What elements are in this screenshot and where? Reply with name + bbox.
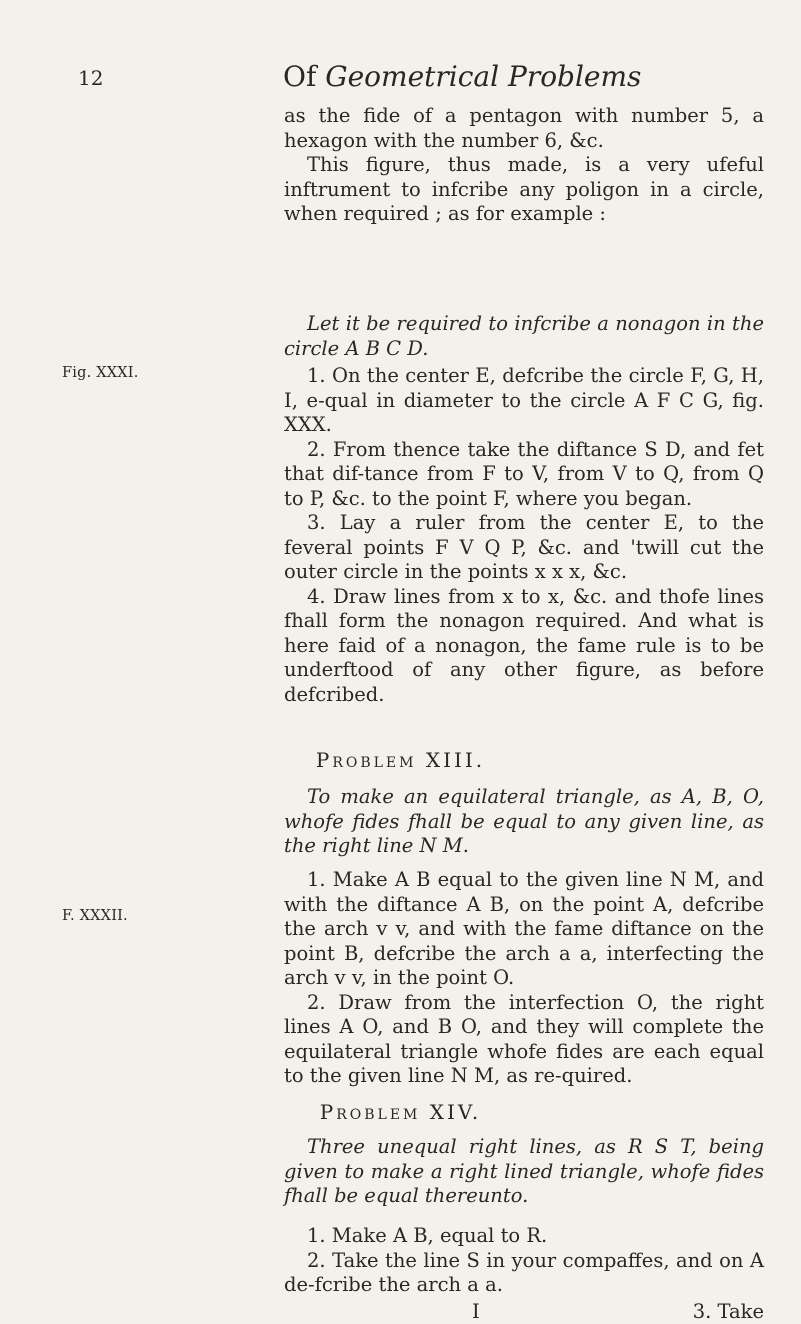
step-item: 3. Lay a ruler from the center E, to the feveral points F V Q P, &c. and 'twill cut the outer circle in the points x x x, &c. <box>284 511 764 583</box>
step-item: 1. On the center E, defcribe the circle F, G, H, I, e-qual in diameter to the circle A F C G, fig. XXX. <box>284 364 764 436</box>
margin-note-fig-31: Fig. XXXI. <box>62 365 139 381</box>
catchword: 3. Take <box>692 1300 764 1323</box>
page-footer <box>284 1300 764 1324</box>
step-item: 4. Draw lines from x to x, &c. and thofe lines fhall form the nonagon required. And what is here faid of a nonagon, the fame rule is to be underftood of any other figure, as before defcribed. <box>284 584 764 706</box>
running-head-roman: Of <box>283 60 317 93</box>
problem-13-statement: To make an equilateral triangle, as A, B, O, whofe fides fhall be equal to any given line, as the right line N M. <box>284 785 764 857</box>
step-item: 1. Make A B, equal to R. <box>307 1224 548 1247</box>
problem-14-steps <box>284 1224 764 1298</box>
intro-block <box>284 104 764 227</box>
page-number: 12 <box>78 66 104 90</box>
intro-paragraph-1: as the fide of a pentagon with number 5, a hexagon with the number 6, &c. <box>284 104 764 152</box>
nonagon-steps <box>284 364 764 707</box>
step-item: 2. From thence take the diftance S D, and fet that dif-tance from F to V, from V to Q, from Q to P, &c. to the point F, where you began. <box>284 437 764 510</box>
problem-14-statement: Three unequal right lines, as R S T, being given to make a right lined triangle, whofe fides fhall be equal thereunto. <box>284 1135 764 1207</box>
signature-mark: I <box>472 1300 480 1323</box>
step-item: 2. Take the line S in your compaffes, and on A de-fcribe the arch a a. <box>284 1248 764 1296</box>
running-head-italic: Geometrical Problems <box>325 60 642 93</box>
step-item: 1. Make A B equal to the given line N M, and with the diftance A B, on the point A, defcribe the arch v v, and with the fame diftance on the point B, defcribe the arch a a, interfecting the arch v v, in the point O. <box>284 868 764 989</box>
problem-14-heading: Problem XIV. <box>319 1100 482 1124</box>
problem-13-steps <box>284 868 764 1089</box>
nonagon-requirement: Let it be required to infcribe a nonagon in the circle A B C D. <box>284 312 764 360</box>
step-item: 2. Draw from the interfection O, the right lines A O, and B O, and they will complete the equilateral triangle whofe fides are each equal to the given line N M, as re-quired. <box>284 990 764 1087</box>
running-head <box>283 60 641 93</box>
margin-note-fig-32: F. XXXII. <box>62 908 128 924</box>
intro-paragraph-2: This figure, thus made, is a very ufeful inftrument to infcribe any poligon in a circle, when required ; as for example : <box>284 153 764 225</box>
problem-13-heading: Problem XIII. <box>315 748 486 772</box>
